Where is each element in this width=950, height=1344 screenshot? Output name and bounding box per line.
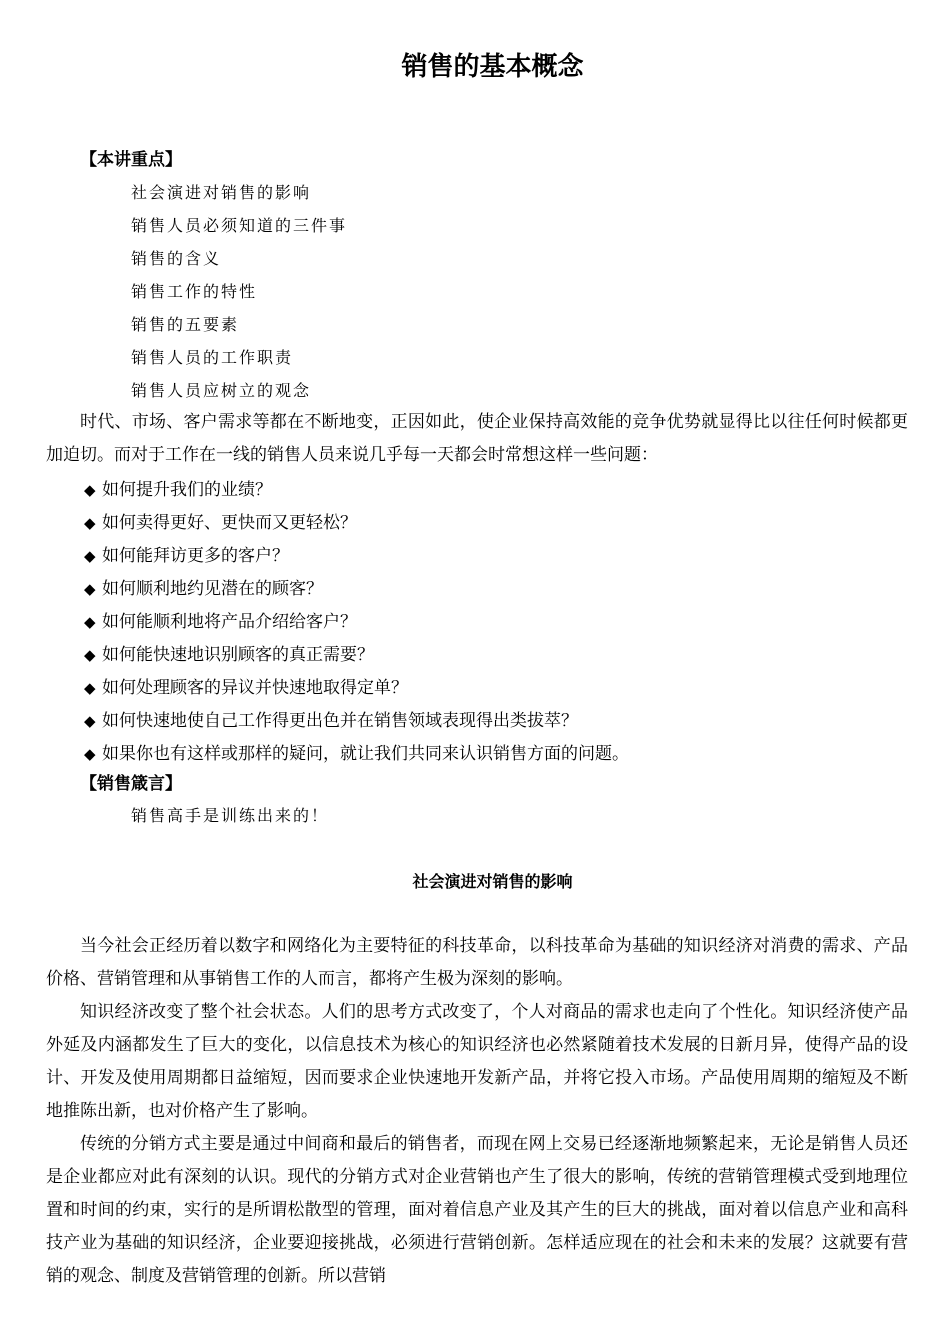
question-item — [84, 474, 629, 507]
diamond-bullet-icon: ◆ — [84, 679, 96, 697]
question-item — [84, 540, 629, 573]
question-item — [84, 573, 629, 606]
diamond-bullet-icon: ◆ — [84, 481, 96, 499]
question-item — [84, 507, 629, 540]
motto-text: 销售高手是训练出来的！ — [131, 806, 330, 825]
list-item: 销售人员必须知道的三件事 — [131, 216, 348, 235]
question-text: 如何能顺利地将产品介绍给客户？ — [102, 612, 357, 632]
key-points-list — [131, 180, 347, 411]
question-text: 如何能拜访更多的客户？ — [102, 546, 289, 566]
key-points-heading: 【本讲重点】 — [80, 150, 182, 170]
body-paragraph: 当今社会正经历着以数字和网络化为主要特征的科技革命，以科技革命为基础的知识经济对消费的需求、产品价格、营销管理和从事销售工作的人而言，都将产生极为深刻的影响。 — [46, 936, 908, 989]
diamond-bullet-icon: ◆ — [84, 745, 96, 763]
diamond-bullet-icon: ◆ — [84, 514, 96, 532]
question-text: 如何顺利地约见潜在的顾客？ — [102, 579, 323, 599]
question-item — [84, 738, 629, 771]
question-text: 如何卖得更好、更快而又更轻松？ — [102, 513, 357, 533]
list-item: 销售人员应树立的观念 — [131, 381, 312, 400]
question-list — [84, 474, 629, 771]
question-text: 如何快速地使自己工作得更出色并在销售领域表现得出类拔萃？ — [102, 711, 578, 731]
page-title: 销售的基本概念 — [401, 52, 584, 82]
diamond-bullet-icon: ◆ — [84, 712, 96, 730]
diamond-bullet-icon: ◆ — [84, 646, 96, 664]
question-text: 如何处理顾客的异议并快速地取得定单？ — [102, 678, 408, 698]
question-text: 如何提升我们的业绩？ — [102, 480, 272, 500]
list-item: 销售的五要素 — [131, 315, 240, 334]
question-text: 如果你也有这样或那样的疑问，就让我们共同来认识销售方面的问题。 — [102, 744, 629, 764]
list-item: 销售人员的工作职责 — [131, 348, 294, 367]
question-item — [84, 672, 629, 705]
body-paragraph: 知识经济改变了整个社会状态。人们的思考方式改变了，个人对商品的需求也走向了个性化。知识经济使产品外延及内涵都发生了巨大的变化，以信息技术为核心的知识经济也必然紧随着技术发展的日新月异，使得产品的设计、开发及使用周期都日益缩短，因而要求企业快速地开发新产品，并将它投入市场。产品使用周期的缩短及不断地推陈出新，也对价格产生了影响。 — [46, 1002, 908, 1121]
diamond-bullet-icon: ◆ — [84, 547, 96, 565]
list-item: 销售的含义 — [131, 249, 222, 268]
motto-heading: 【销售箴言】 — [80, 774, 182, 794]
intro-paragraph: 时代、市场、客户需求等都在不断地变，正因如此，使企业保持高效能的竞争优势就显得比以往任何时候都更加迫切。而对于工作在一线的销售人员来说几乎每一天都会时常想这样一些问题： — [46, 412, 908, 465]
list-item: 社会演进对销售的影响 — [131, 183, 312, 202]
diamond-bullet-icon: ◆ — [84, 613, 96, 631]
section-title: 社会演进对销售的影响 — [412, 872, 573, 891]
question-item — [84, 606, 629, 639]
question-item — [84, 639, 629, 672]
question-text: 如何能快速地识别顾客的真正需要？ — [102, 645, 374, 665]
body-paragraph: 传统的分销方式主要是通过中间商和最后的销售者，而现在网上交易已经逐渐地频繁起来，无论是销售人员还是企业都应对此有深刻的认识。现代的分销方式对企业营销也产生了很大的影响，传统的营销管理模式受到地理位置和时间的约束，实行的是所谓松散型的管理，面对着信息产业及其产生的巨大的挑战，面对着以信息产业和高科技产业为基础的知识经济，企业要迎接挑战，必须进行营销创新。怎样适应现在的社会和未来的发展？这就要有营销的观念、制度及营销管理的创新。所以营销 — [46, 1134, 908, 1286]
list-item: 销售工作的特性 — [131, 282, 258, 301]
diamond-bullet-icon: ◆ — [84, 580, 96, 598]
question-item — [84, 705, 629, 738]
